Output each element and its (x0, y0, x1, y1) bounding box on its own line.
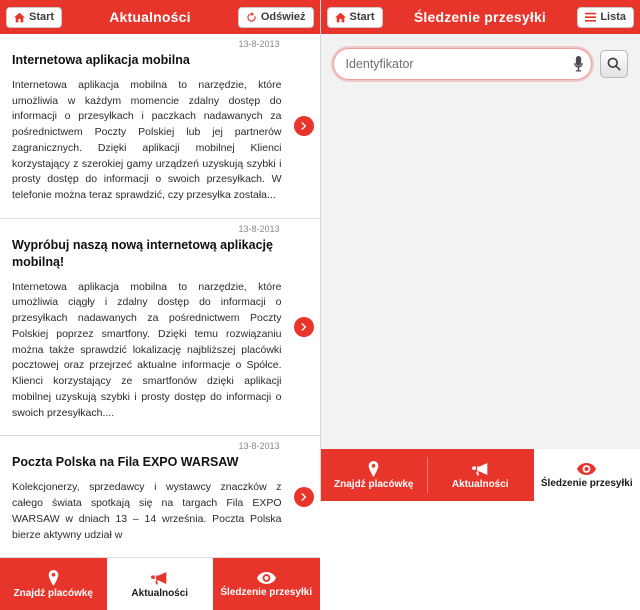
list-button-label: Lista (600, 11, 626, 23)
tracking-header (321, 0, 640, 34)
news-excerpt: Internetowa aplikacja mobilna to narzędzie, które umożliwia ciągły i zdalny dostęp do informacji o przesyłkach nadawanych za pośrednictwem Poczty Polskiej poprzez smartfony. Dzięki temu rozwiązaniu można także sprawdzić lokalizację najbliższej placówki pocztowej oraz przejrzeć aktualne informacje o Spółce. Klienci korzystający ze smartfonów dzięki aplikacji mobilnej uzyskują szybki i prosty dostęp do informacji o swoich przesyłkach.... (12, 280, 308, 422)
tab-label: Znajdź placówkę (334, 480, 413, 490)
news-excerpt: Internetowa aplikacja mobilna to narzędzie, które umożliwia w każdym momencie zdalny dostęp do informacji o przesyłkach i paczkach nadawanych za pośrednictwem Poczty Polskiej lub jej partnerów zagranicznych. Dzięki aplikacji mobilnej Klienci korzystający z szerokiej gamy urządzeń uzyskują szybki i prosty dostęp do informacji o swoich przesyłkach. W telefonie można teraz sprawdzić, czy przesyłka została... (12, 78, 308, 204)
tab-find-office[interactable] (321, 449, 428, 501)
tab-find-office[interactable] (0, 558, 107, 610)
news-date: 13-8-2013 (12, 34, 308, 52)
list-item[interactable] (0, 436, 320, 558)
list-item[interactable] (0, 34, 320, 219)
chevron-right-icon[interactable] (294, 487, 314, 507)
tab-news[interactable] (427, 449, 534, 501)
tab-label: Znajdź placówkę (14, 589, 93, 599)
search-submit-button[interactable] (600, 50, 628, 78)
refresh-button-label: Odśwież (261, 11, 306, 23)
news-date: 13-8-2013 (12, 436, 308, 454)
start-button[interactable] (6, 7, 62, 28)
list-button[interactable] (577, 7, 634, 28)
tab-label: Aktualności (452, 480, 509, 490)
page-title: Aktualności (62, 9, 238, 25)
refresh-button[interactable] (238, 7, 314, 28)
news-screen (0, 0, 321, 501)
news-date: 13-8-2013 (12, 219, 308, 237)
chevron-right-icon[interactable] (294, 116, 314, 136)
news-title: Internetowa aplikacja mobilna (12, 52, 308, 69)
news-title: Poczta Polska na Fila EXPO WARSAW (12, 454, 308, 471)
list-icon (585, 12, 596, 23)
list-item[interactable] (0, 219, 320, 437)
eye-icon (257, 571, 276, 585)
tab-track-parcel[interactable] (213, 558, 320, 610)
map-pin-icon (366, 461, 381, 477)
news-title: Wypróbuj naszą nową internetową aplikację mobilną! (12, 237, 308, 271)
tab-news[interactable] (107, 558, 214, 610)
megaphone-icon (472, 461, 489, 477)
map-pin-icon (46, 570, 61, 586)
tracking-screen (321, 0, 640, 501)
start-button-label: Start (350, 11, 375, 23)
news-list[interactable] (0, 34, 320, 558)
tracking-search-field[interactable] (333, 48, 593, 80)
tab-label: Śledzenie przesyłki (220, 588, 312, 598)
tab-track-parcel[interactable] (534, 449, 640, 501)
home-icon (335, 12, 346, 23)
search-input[interactable] (334, 57, 566, 71)
news-excerpt: Kolekcjonerzy, sprzedawcy i wystawcy znaczków z całego świata spotkają się na targach Fila EXPO WARSAW w dniach 13 – 14 września. Poczta Polska bierze aktywny udział w (12, 480, 308, 543)
megaphone-icon (151, 570, 168, 586)
page-title: Śledzenie przesyłki (383, 9, 578, 25)
microphone-icon[interactable] (565, 49, 591, 79)
eye-icon (577, 462, 596, 476)
start-button-label: Start (29, 11, 54, 23)
tab-bar (321, 449, 640, 501)
tab-bar (0, 558, 320, 610)
tab-label: Śledzenie przesyłki (541, 479, 633, 489)
search-icon (607, 57, 621, 71)
refresh-icon (246, 12, 257, 23)
news-header (0, 0, 320, 34)
home-icon (14, 12, 25, 23)
tracking-content (321, 34, 640, 449)
start-button[interactable] (327, 7, 383, 28)
tab-label: Aktualności (131, 589, 188, 599)
chevron-right-icon[interactable] (294, 317, 314, 337)
